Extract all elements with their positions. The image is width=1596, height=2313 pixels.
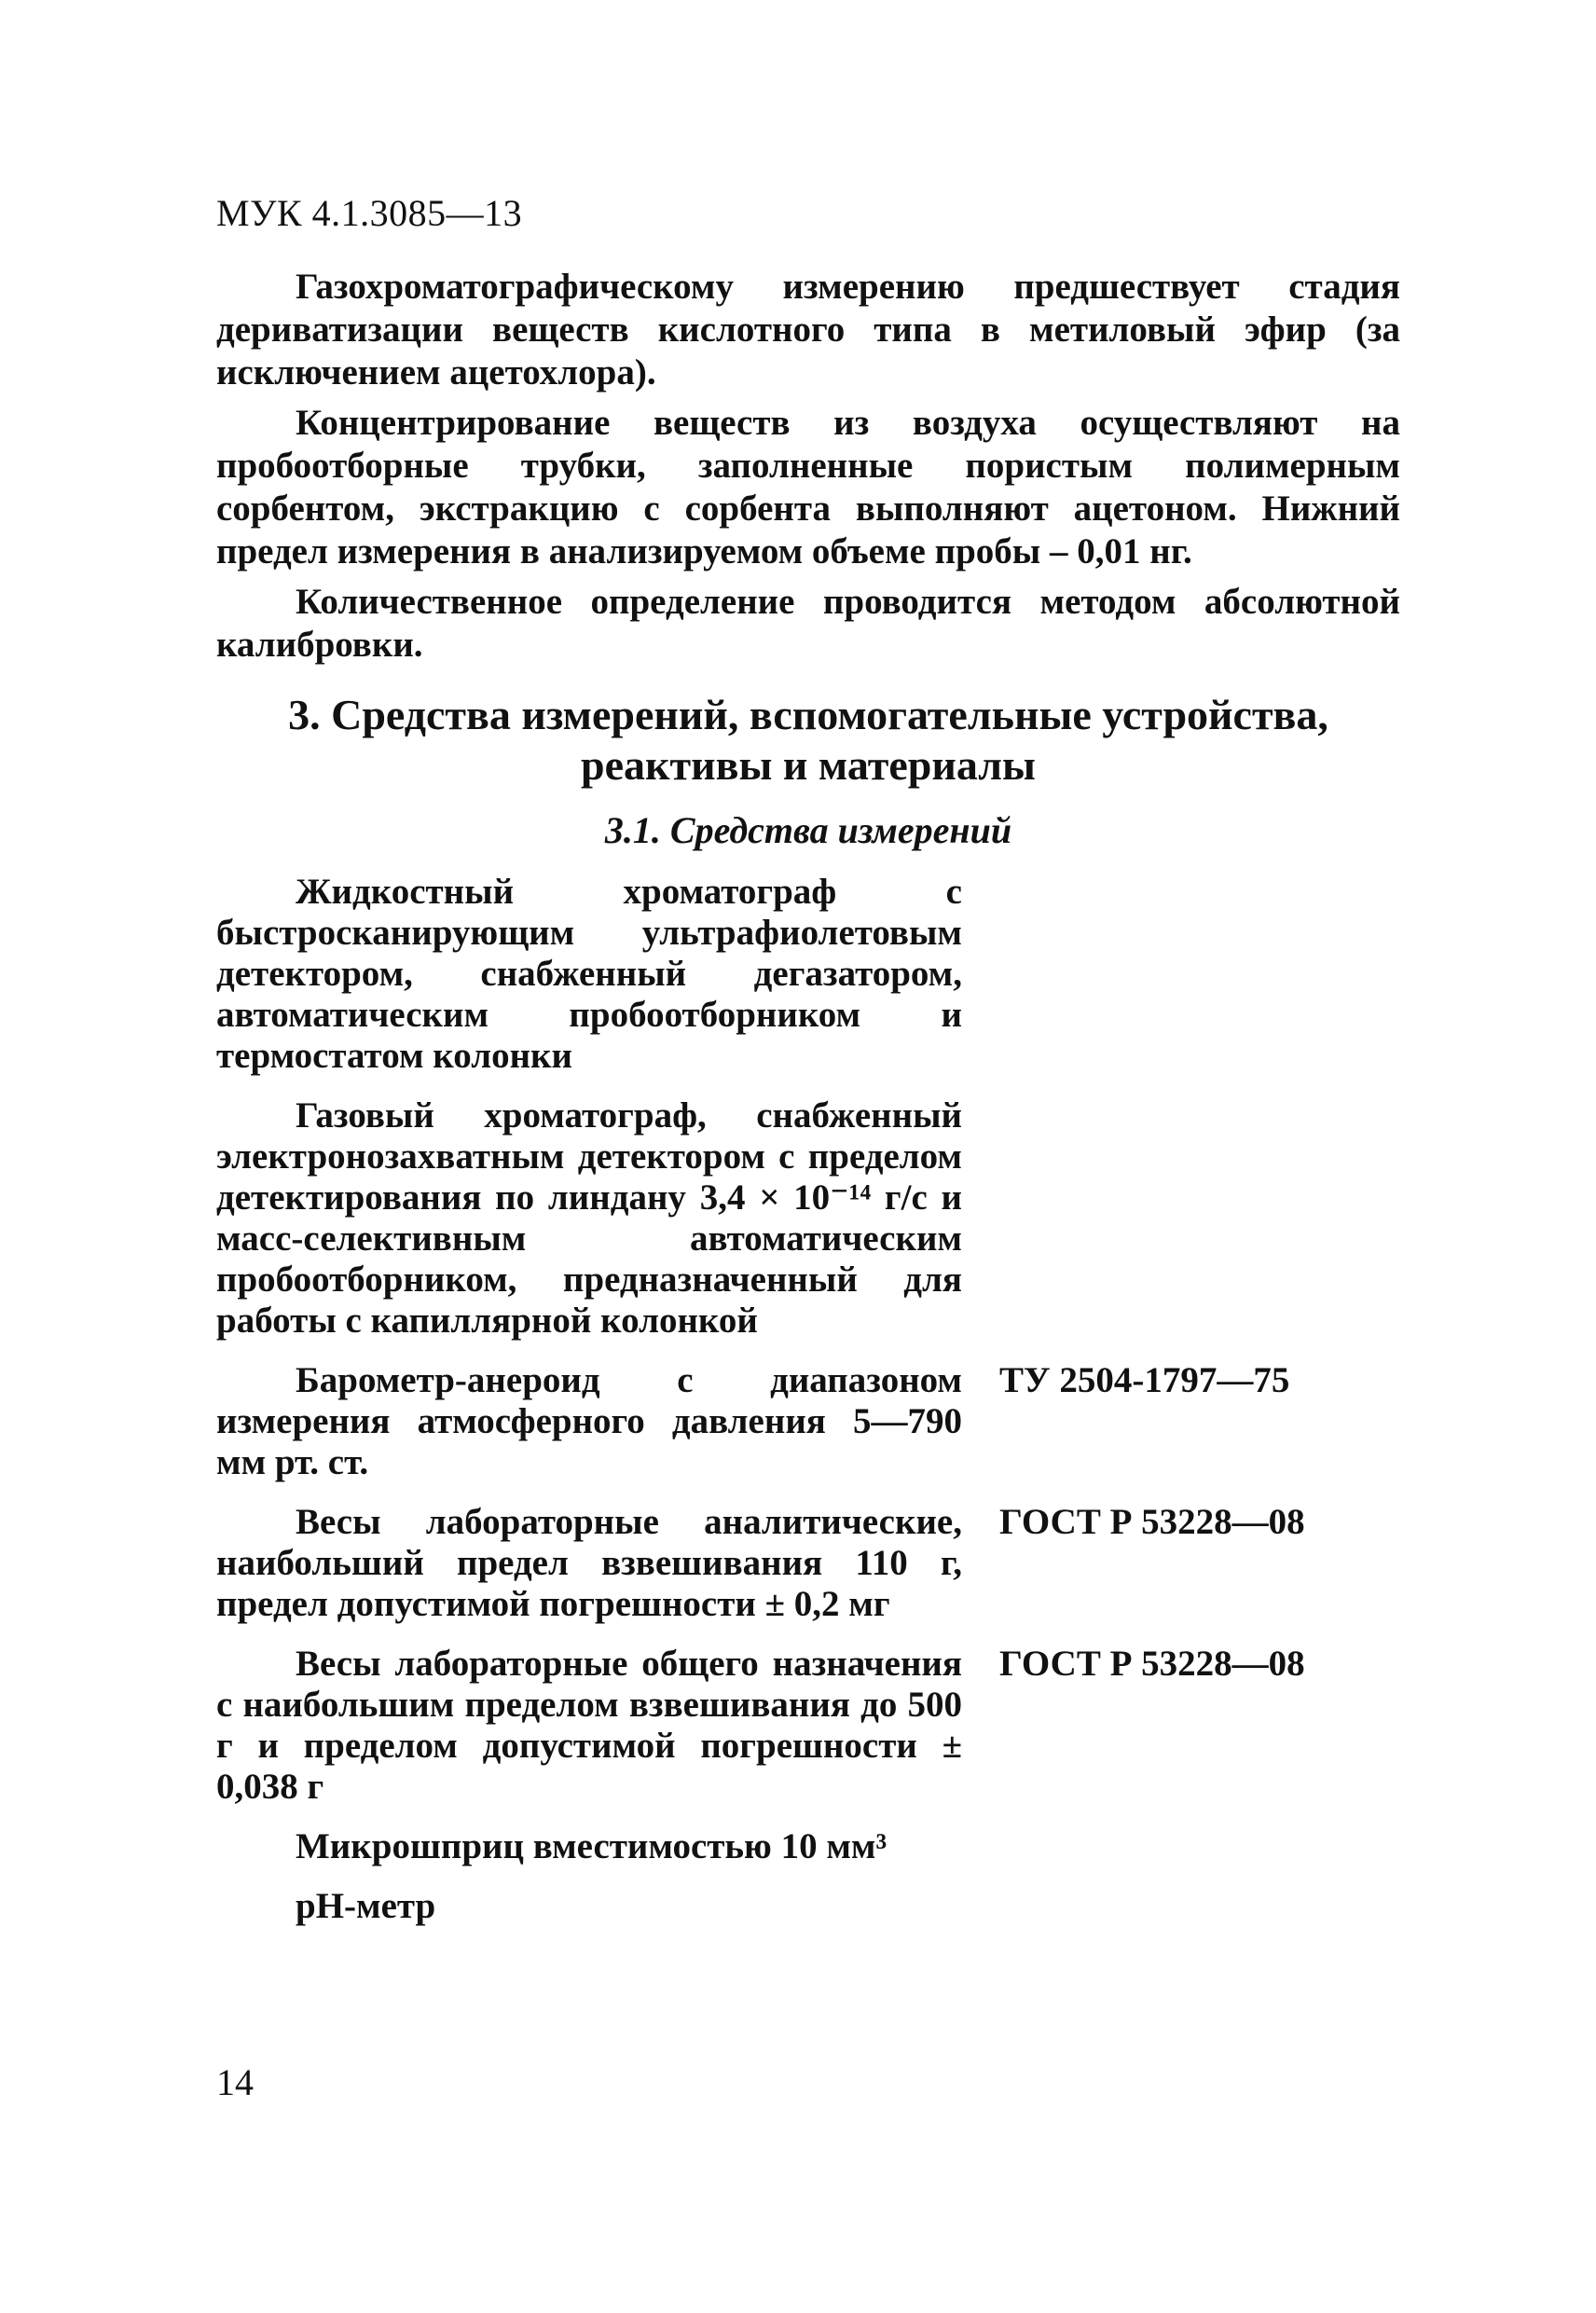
equipment-description: Газовый хроматограф, снабженный электронозахватным детектором с пределом детектирования по линдану 3,4 × 10⁻¹⁴ г/с и масс-селективным автоматическим пробоотборником, предназначенный для работы с капиллярной колонкой — [216, 1095, 962, 1341]
section-title-line: 3. Средства измерений, вспомогательные устройства, — [288, 691, 1328, 738]
equipment-list — [216, 872, 1400, 1946]
equipment-standard: ГОСТ Р 53228—08 — [999, 1502, 1305, 1542]
equipment-item — [216, 1502, 1400, 1625]
document-code-header: МУК 4.1.3085—13 — [216, 192, 523, 234]
equipment-standard: ГОСТ Р 53228—08 — [999, 1644, 1305, 1684]
equipment-item — [216, 1826, 1400, 1867]
equipment-item — [216, 1095, 1400, 1342]
equipment-item — [216, 872, 1400, 1077]
equipment-item — [216, 1360, 1400, 1483]
equipment-description: Микрошприц вместимостью 10 мм³ — [296, 1826, 887, 1866]
intro-paragraph: Газохроматографическому измерению предшествует стадия дериватизации веществ кислотного типа в метиловый эфир (за исключением ацетохлора). — [216, 267, 1400, 392]
equipment-item — [216, 1644, 1400, 1808]
equipment-description: Барометр-анероид с диапазоном измерения атмосферного давления 5—790 мм рт. ст. — [216, 1360, 962, 1482]
section-title — [216, 690, 1400, 791]
equipment-description: Весы лабораторные общего назначения с наибольшим пределом взвешивания до 500 г и пределом допустимой погрешности ± 0,038 г — [216, 1644, 962, 1807]
equipment-standard: ТУ 2504-1797—75 — [999, 1360, 1290, 1400]
page-number: 14 — [216, 2061, 254, 2103]
subsection-title: 3.1. Средства измерений — [604, 809, 1012, 851]
intro-paragraph: Концентрирование веществ из воздуха осуществляют на пробоотборные трубки, заполненные пористым полимерным сорбентом, экстракцию с сорбента выполняют ацетоном. Нижний предел измерения в анализируемом объеме пробы – 0,01 нг. — [216, 403, 1400, 571]
equipment-description: Жидкостный хроматограф с быстросканирующим ультрафиолетовым детектором, снабженный дегазатором, автоматическим пробоотборником и термостатом колонки — [216, 872, 962, 1076]
section-title-line: реактивы и материалы — [581, 741, 1036, 789]
equipment-description: Весы лабораторные аналитические, наибольший предел взвешивания 110 г, предел допустимой погрешности ± 0,2 мг — [216, 1502, 962, 1624]
intro-paragraph: Количественное определение проводится методом абсолютной калибровки. — [216, 582, 1400, 665]
equipment-item — [216, 1886, 1400, 1927]
equipment-description: pH-метр — [296, 1886, 436, 1926]
intro-text — [216, 266, 1400, 674]
